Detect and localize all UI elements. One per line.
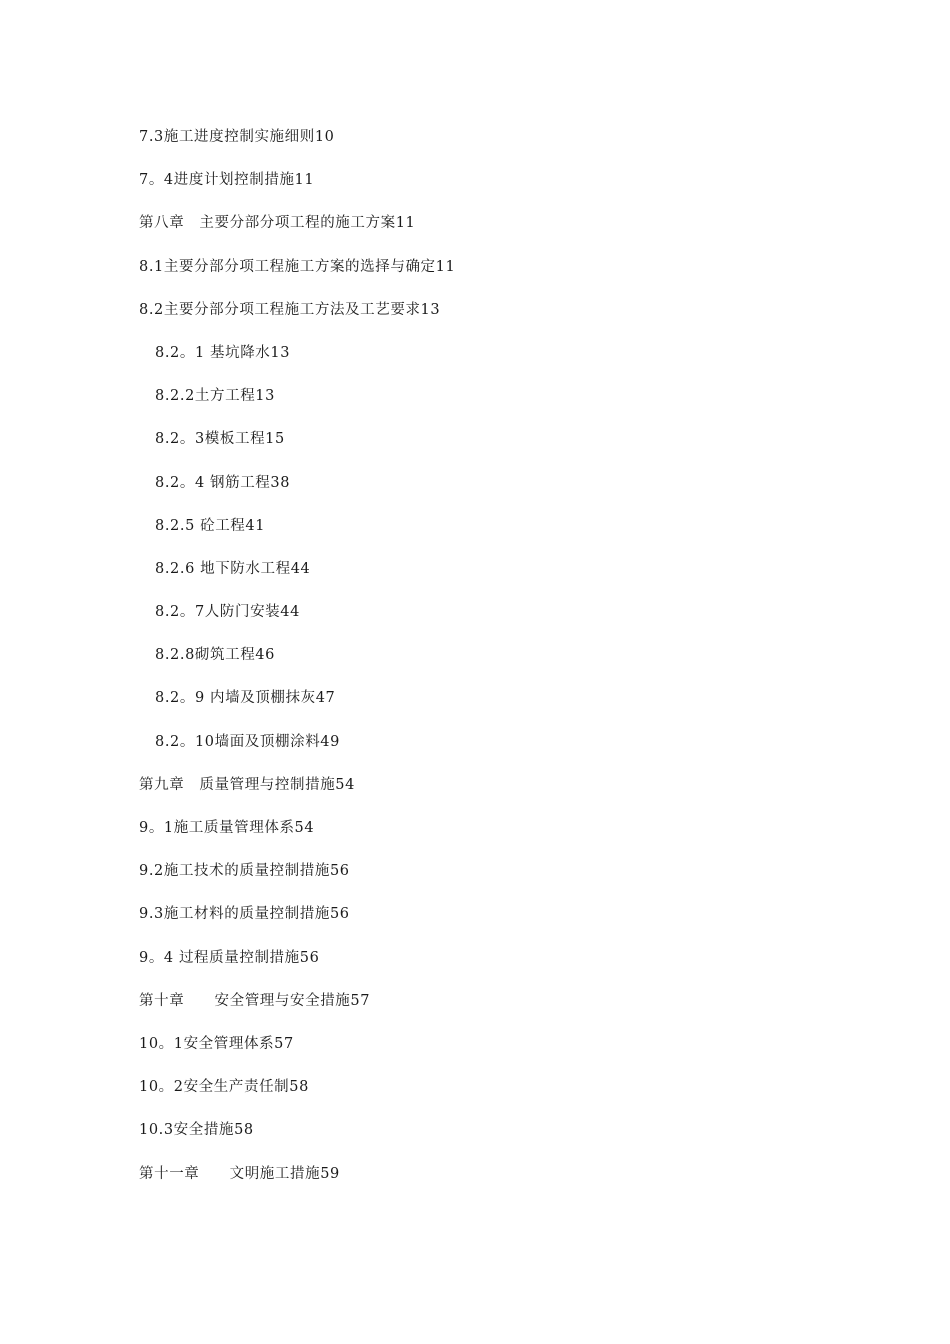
toc-entry-10-3[interactable]: 10.3安全措施58	[139, 1122, 254, 1139]
toc-entry-7-4[interactable]: 7。4进度计划控制措施11	[139, 172, 315, 189]
toc-entry-8-2-2[interactable]: 8.2.2土方工程13	[155, 388, 275, 405]
toc-entry-9-4[interactable]: 9。4 过程质量控制措施56	[139, 949, 320, 966]
toc-entry-8-2-4[interactable]: 8.2。4 钢筋工程38	[155, 474, 291, 491]
toc-entry-8-2-10[interactable]: 8.2。10墙面及顶棚涂料49	[155, 733, 340, 750]
toc-entry-8-1[interactable]: 8.1主要分部分项工程施工方案的选择与确定11	[139, 258, 456, 275]
toc-entry-7-3[interactable]: 7.3施工进度控制实施细则10	[139, 129, 335, 145]
toc-entry-8-2-5[interactable]: 8.2.5 砼工程41	[155, 517, 266, 534]
toc-entry-9-1[interactable]: 9。1施工质量管理体系54	[139, 820, 315, 836]
toc-entry-chapter-9[interactable]: 第九章 质量管理与控制措施54	[139, 776, 355, 793]
toc-entry-9-3[interactable]: 9.3施工材料的质量控制措施56	[139, 906, 350, 923]
toc-entry-8-2-6[interactable]: 8.2.6 地下防水工程44	[155, 560, 311, 577]
toc-entry-8-2-1[interactable]: 8.2。1 基坑降水13	[155, 344, 291, 361]
toc-entry-10-2[interactable]: 10。2安全生产责任制58	[139, 1079, 309, 1096]
toc-entry-chapter-8[interactable]: 第八章 主要分部分项工程的施工方案11	[139, 215, 416, 232]
table-of-contents	[139, 126, 839, 1206]
toc-entry-8-2-8[interactable]: 8.2.8砌筑工程46	[155, 647, 275, 664]
toc-entry-10-1[interactable]: 10。1安全管理体系57	[139, 1035, 294, 1052]
toc-entry-8-2-7[interactable]: 8.2。7人防门安装44	[155, 604, 300, 621]
toc-entry-8-2-9[interactable]: 8.2。9 内墙及顶棚抹灰47	[155, 690, 336, 707]
toc-entry-8-2-3[interactable]: 8.2。3模板工程15	[155, 431, 285, 448]
toc-entry-8-2[interactable]: 8.2主要分部分项工程施工方法及工艺要求13	[139, 301, 441, 318]
toc-entry-chapter-11[interactable]: 第十一章 文明施工措施59	[139, 1165, 340, 1182]
toc-entry-chapter-10[interactable]: 第十章 安全管理与安全措施57	[139, 992, 371, 1009]
toc-entry-9-2[interactable]: 9.2施工技术的质量控制措施56	[139, 863, 350, 880]
